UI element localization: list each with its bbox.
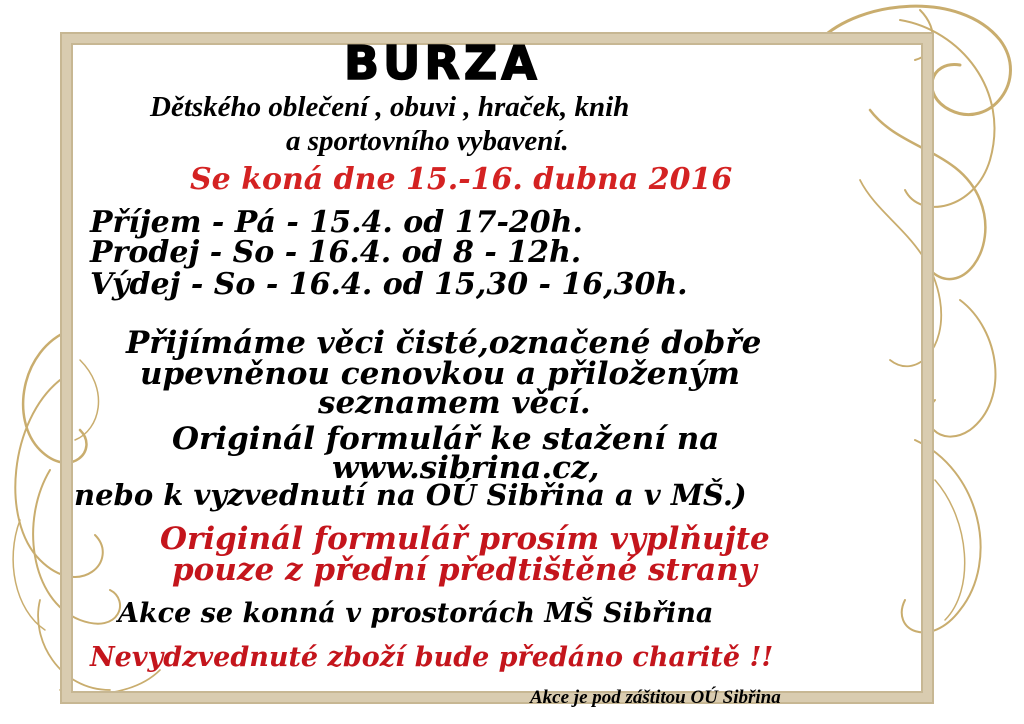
- event-date: Se koná dne 15.-16. dubna 2016: [190, 162, 733, 197]
- acceptance-line-1: Přijímáme věci čisté,označené dobře: [126, 325, 762, 361]
- schedule-item-receipt: Příjem - Pá - 15.4. od 17-20h.: [90, 205, 583, 240]
- charity-notice: Nevydzvednuté zboží bude předáno charitě !!: [90, 642, 774, 673]
- acceptance-line-2: upevněnou cenovkou a přiloženým: [140, 356, 740, 392]
- venue-line: Akce se konná v prostorách MŠ Sibřina: [118, 598, 714, 629]
- subtitle-line-2: a sportovního vybavení.: [286, 125, 569, 157]
- acceptance-line-3: seznamem věcí.: [318, 385, 591, 421]
- form-info-line-1: Originál formulář ke stažení na: [172, 421, 720, 457]
- poster-title: BURZA: [344, 36, 541, 90]
- form-note-line-1: Originál formulář prosím vyplňujte: [160, 521, 770, 557]
- schedule-item-pickup: Výdej - So - 16.4. od 15,30 - 16,30h.: [90, 267, 688, 302]
- schedule-item-sale: Prodej - So - 16.4. od 8 - 12h.: [90, 235, 582, 270]
- form-website: www.sibrina.cz,: [332, 450, 600, 486]
- subtitle-line-1: Dětského oblečení , obuvi , hraček, knih: [150, 91, 630, 123]
- form-info-line-3: nebo k vyzvednutí na OÚ Sibřina a v MŠ.): [74, 478, 747, 512]
- form-note-line-2: pouze z přední předtištěné strany: [172, 552, 757, 588]
- patronage-note: Akce je pod záštitou OÚ Sibřina: [530, 687, 781, 708]
